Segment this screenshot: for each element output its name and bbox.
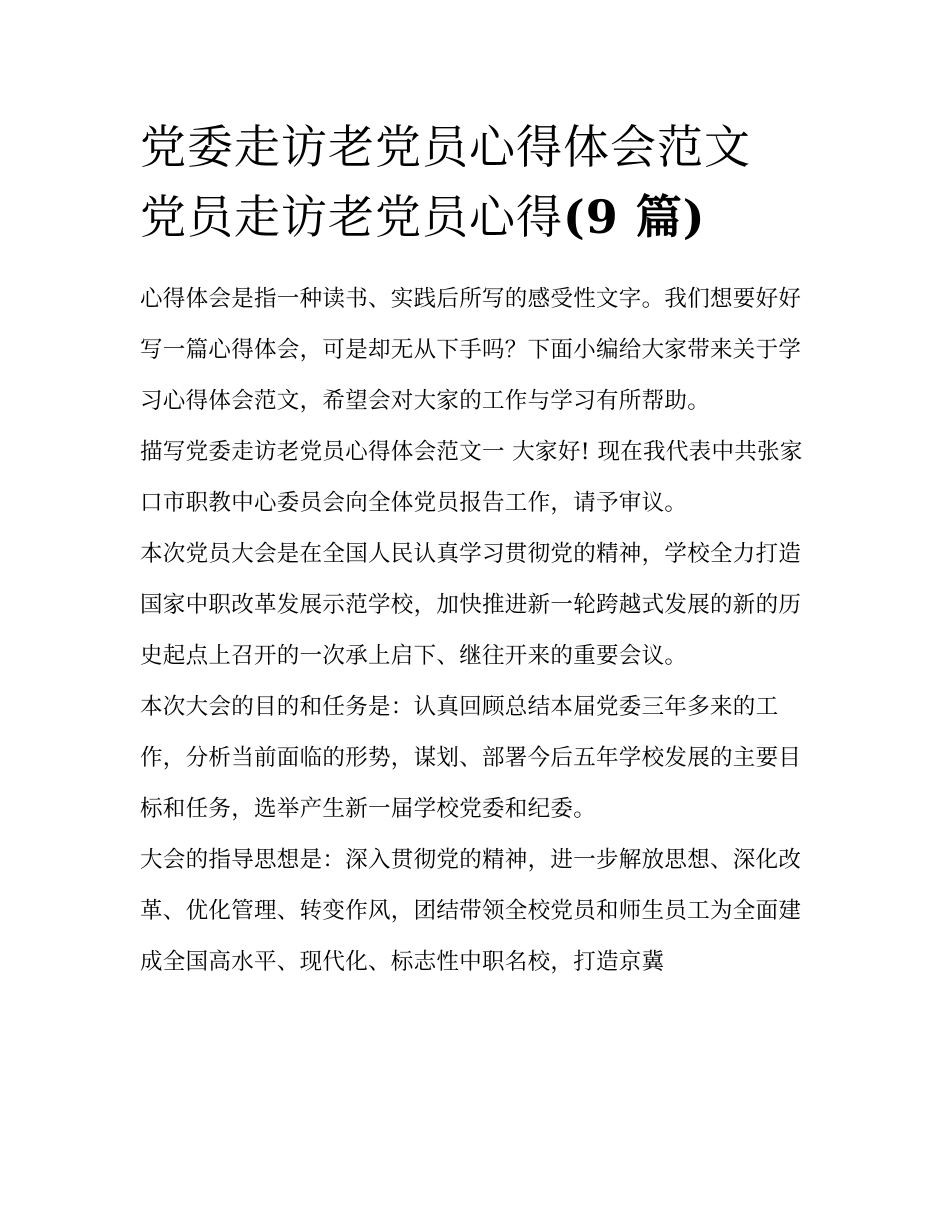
title-count: (9 篇) bbox=[563, 190, 706, 244]
document-title bbox=[140, 112, 815, 252]
title-line-1: 党委走访老党员心得体会范文 bbox=[140, 120, 751, 174]
paragraph-guiding-thought: 大会的指导思想是：深入贯彻党的精神，进一步解放思想、深化改革、优化管理、转变作风，团结带领全校党员和师生员工为全面建成全国高水平、现代化、标志性中职名校，打造京冀 bbox=[140, 847, 802, 975]
title-line-2: 党员走访老党员心得 bbox=[140, 190, 563, 244]
document-content bbox=[140, 112, 815, 988]
paragraph-greeting: 描写党委走访老党员心得体会范文一 大家好! 现在我代表中共张家口市职教中心委员会向全体党员报告工作，请予审议。 bbox=[140, 439, 803, 516]
paragraph-meeting-goals: 本次大会的目的和任务是：认真回顾总结本届党委三年多来的工作，分析当前面临的形势，谋划、部署今后五年学校发展的主要目标和任务，选举产生新一届学校党委和纪委。 bbox=[140, 694, 802, 822]
paragraph-intro: 心得体会是指一种读书、实践后所写的感受性文字。我们想要好好写一篇心得体会，可是却无从下手吗？下面小编给大家带来关于学习心得体会范文，希望会对大家的工作与学习有所帮助。 bbox=[140, 286, 802, 414]
paragraph-meeting-context: 本次党员大会是在全国人民认真学习贯彻党的精神，学校全力打造国家中职改革发展示范学校，加快推进新一轮跨越式发展的新的历史起点上召开的一次承上启下、继往开来的重要会议。 bbox=[140, 541, 802, 669]
